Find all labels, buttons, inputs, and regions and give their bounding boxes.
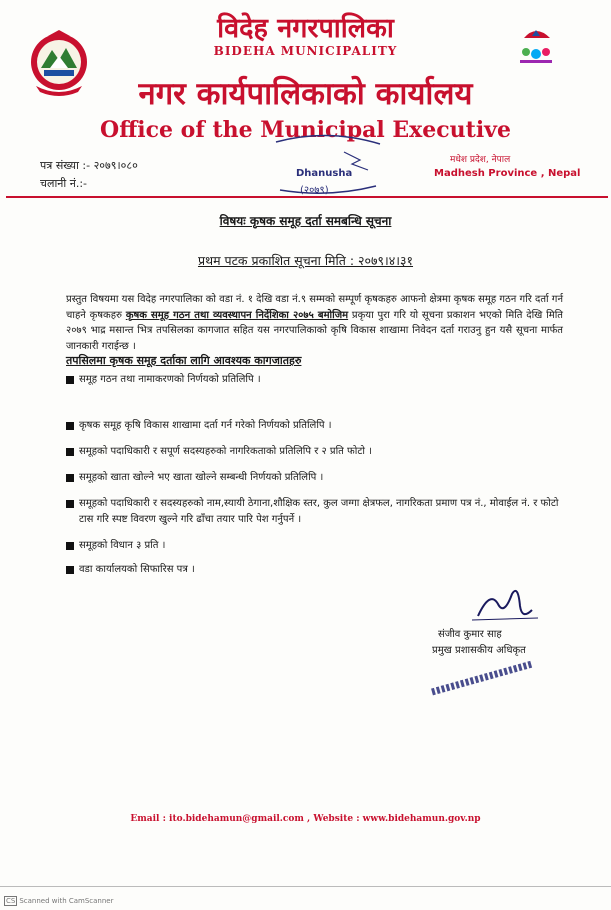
bullet-icon	[66, 448, 74, 456]
list-item: वडा कार्यालयको सिफारिस पत्र ।	[66, 562, 563, 578]
notice-subject: विषयः कृषक समूह दर्ता समबन्धि सूचना	[219, 214, 392, 228]
office-title-np: नगर कार्यपालिकाको कार्यालय	[138, 76, 473, 112]
notice-body	[66, 292, 563, 354]
municipality-name-en: BIDEHA MUNICIPALITY	[213, 44, 398, 58]
documents-list-title: तपसिलमा कृषक समूह दर्ताका लागि आवश्यक कागजातहरु	[66, 354, 302, 367]
footer-divider	[0, 886, 611, 887]
signature-stamp-icon	[428, 656, 538, 696]
province-en: Madhesh Province , Nepal	[434, 168, 581, 179]
bullet-icon	[66, 422, 74, 430]
municipality-name-np: विदेह नगरपालिका	[217, 13, 394, 44]
province-np: मधेश प्रदेश, नेपाल	[450, 155, 511, 165]
list-item: समूहको खाता खोल्ने भए खाता खोल्ने सम्बन्धी निर्णयको प्रतिलिपि ।	[66, 470, 563, 486]
signatory-title: प्रमुख प्रशासकीय अधिकृत	[432, 645, 526, 656]
bullet-icon	[66, 376, 74, 384]
year-stamp-text: (२०७९)	[300, 185, 329, 196]
signatory-name: संजीव कुमार साह	[438, 629, 502, 640]
header-divider	[6, 196, 608, 198]
list-item: समूह गठन तथा नामाकरणको निर्णयको प्रतिलिपि ।	[66, 372, 563, 388]
signature-icon	[470, 586, 540, 626]
scanner-watermark: CS Scanned with CamScanner	[6, 897, 114, 905]
district-stamp-text: Dhanusha	[296, 168, 353, 179]
notice-body-directive: कृषक समूह गठन तथा व्यवस्थापन निर्देशिका २०७५ बमोजिम	[125, 309, 349, 321]
list-item: समूहको पदाधिकारी र सदस्यहरुको नाम,स्यायी ठेगाना,शौक्षिक स्तर, कुल जग्गा क्षेत्रफल, नागरिकता प्रमाण पत्र नं., मोवाईल नं. र फोटो टास गरि स्पष्ट विवरण खुल्ने गरि ढाँचा तयार पारि पेश गर्नुपर्ने ।	[66, 496, 563, 528]
list-item: समूहको विधान ३ प्रति ।	[66, 538, 563, 554]
bullet-icon	[66, 500, 74, 508]
list-item: समूहको पदाधिकारी र सपूर्ण सदस्यहरुको नागरिकताको प्रतिलिपि र २ प्रति फोटो ।	[66, 444, 563, 460]
bullet-icon	[66, 474, 74, 482]
notice-body-part-2: प्रकृया पुरा गरि यो सूचना प्रकाशन भएको मिति देखि मिति २०७९ भाद्र मसान्त भित्र तपसिलका कागजात सहित यस नगरपालिकाको कृषि विकास शाखामा निवेदन दर्ता गराउनु हुन यसै सूचना मार्फत जानकारी गराईन्छ ।	[66, 309, 563, 352]
bullet-icon	[66, 566, 74, 574]
publication-date: प्रथम पटक प्रकाशित सूचना मिति : २०७९।४।३१	[197, 253, 414, 268]
notice-body-part-1: प्रस्तुत विषयमा यस विदेह नगरपालिका को वडा नं. १ देखि वडा नं.९ सम्मको सम्पूर्ण कृषकहरु आफनो क्षेत्रमा कृषक समूह गठन गरि दर्ता गर्न चाहने कृषकहरु	[66, 294, 563, 321]
office-title-en: Office of the Municipal Executive	[100, 117, 511, 143]
dispatch-number: चलानी नं.:-	[40, 177, 88, 190]
list-item: कृषक समूह कृषि विकास शाखामा दर्ता गर्न गरेको निर्णयको प्रतिलिपि ।	[66, 418, 563, 434]
footer-contact: Email : ito.bidehamun@gmail.com , Website : www.bidehamun.gov.np	[130, 814, 481, 824]
letter-number: पत्र संख्या :- २०७९।०८०	[40, 159, 138, 172]
bullet-icon	[66, 542, 74, 550]
camscanner-icon: CS	[6, 897, 16, 905]
